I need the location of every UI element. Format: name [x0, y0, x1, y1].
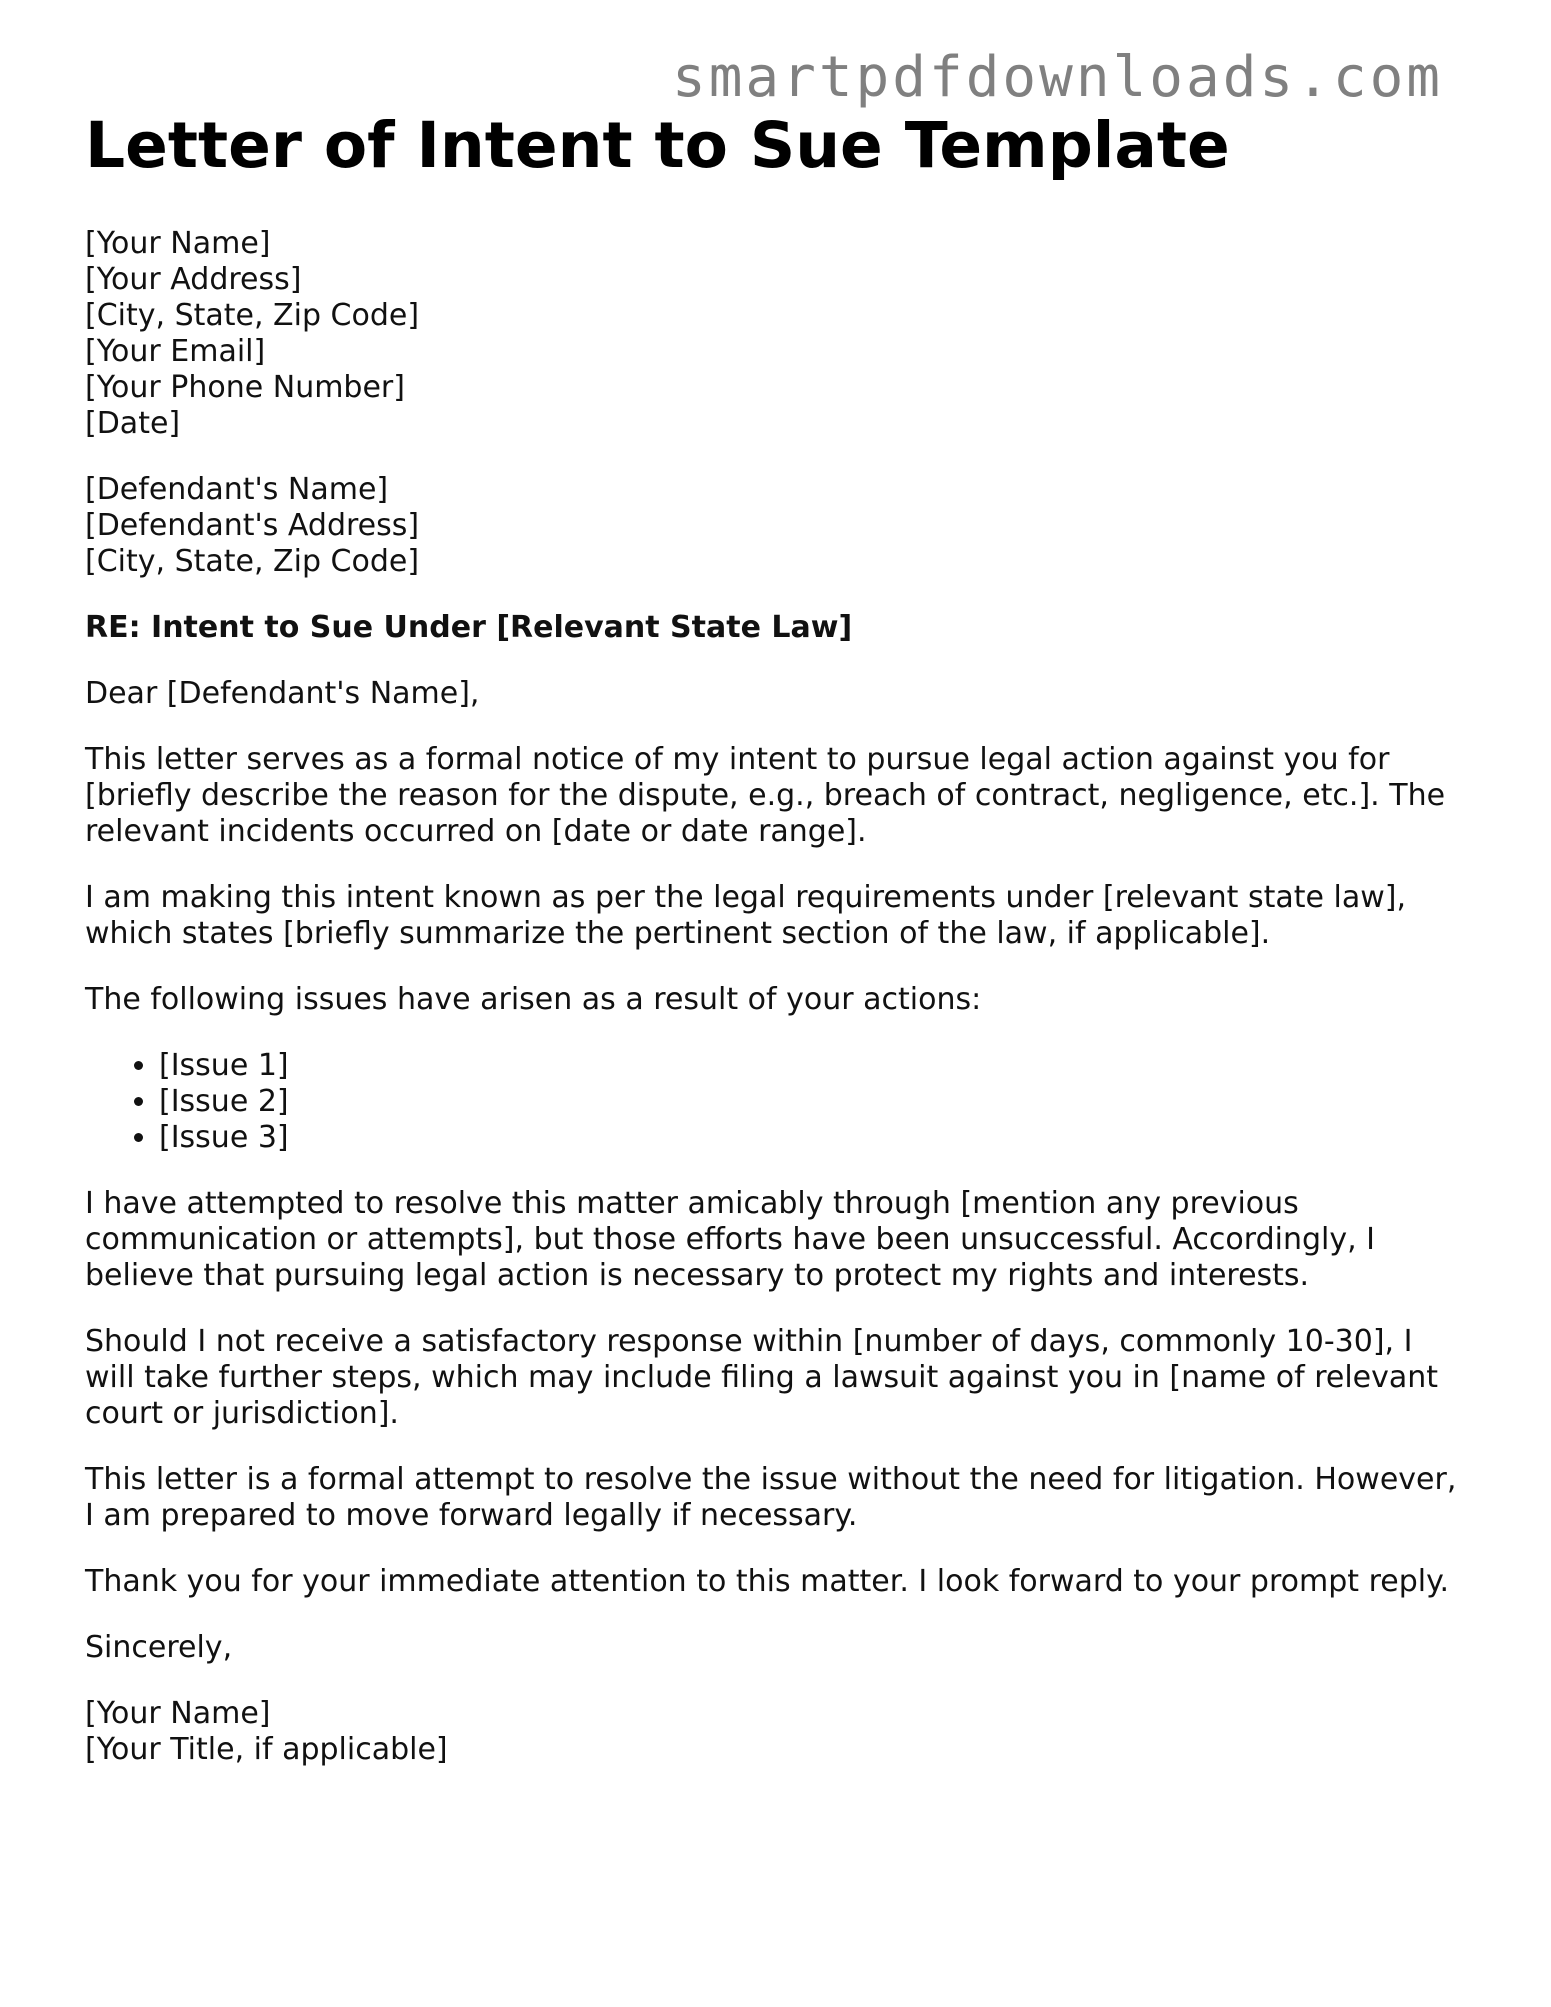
paragraph-deadline: Should I not receive a satisfactory response within [number of days, commonly 10-30], I will take further steps, which may include filing a lawsuit against you in [name of relevant court or jurisdiction]. — [85, 1324, 1439, 1432]
paragraph-legal-basis: I am making this intent known as per the legal requirements under [relevant state law], which states [briefly summarize the pertinent section of the law, if applicable]. — [85, 880, 1406, 952]
signature-title: [Your Title, if applicable] — [85, 1732, 448, 1768]
salutation: Dear [Defendant's Name], — [85, 676, 480, 712]
sender-block — [85, 226, 1465, 442]
paragraph-formal-attempt: This letter is a formal attempt to resolve the issue without the need for litigation. However, I am prepared to move forward legally if necessary. — [85, 1462, 1457, 1534]
sender-city: [City, State, Zip Code] — [85, 298, 420, 334]
page-title: Letter of Intent to Sue Template — [85, 109, 1230, 182]
sender-name: [Your Name] — [85, 226, 271, 262]
subject-line: RE: Intent to Sue Under [Relevant State Law] — [85, 610, 853, 646]
signature-name: [Your Name] — [85, 1696, 271, 1732]
sender-date: [Date] — [85, 406, 181, 442]
paragraph-attempts: I have attempted to resolve this matter amicably through [mention any previous communication or attempts], but those efforts have been unsuccessful. Accordingly, I believe that pursuing legal action is necessary to protect my rights and interests. — [85, 1186, 1376, 1294]
paragraph-issues-intro: The following issues have arisen as a result of your actions: — [85, 982, 982, 1018]
closing: Sincerely, — [85, 1630, 233, 1666]
list-item: • [Issue 3] — [159, 1120, 1465, 1156]
paragraph-thanks: Thank you for your immediate attention to this matter. I look forward to your prompt reply. — [85, 1564, 1450, 1600]
recipient-name: [Defendant's Name] — [85, 472, 389, 508]
paragraph-notice: This letter serves as a formal notice of my intent to pursue legal action against you for [briefly describe the reason for the dispute, e.g., breach of contract, negligence, etc.]. The relevant incidents occurred on [date or date range]. — [85, 742, 1446, 850]
sender-email: [Your Email] — [85, 334, 266, 370]
watermark: smartpdfdownloads.com — [671, 45, 1443, 110]
recipient-city: [City, State, Zip Code] — [85, 544, 420, 580]
sender-phone: [Your Phone Number] — [85, 370, 405, 406]
recipient-address: [Defendant's Address] — [85, 508, 420, 544]
list-item: • [Issue 2] — [159, 1084, 1465, 1120]
list-item: • [Issue 1] — [159, 1048, 1465, 1084]
sender-address: [Your Address] — [85, 262, 302, 298]
issues-list — [85, 1048, 1465, 1156]
signature-block — [85, 1696, 1465, 1768]
recipient-block — [85, 472, 1465, 580]
letter-document — [85, 110, 1465, 1798]
